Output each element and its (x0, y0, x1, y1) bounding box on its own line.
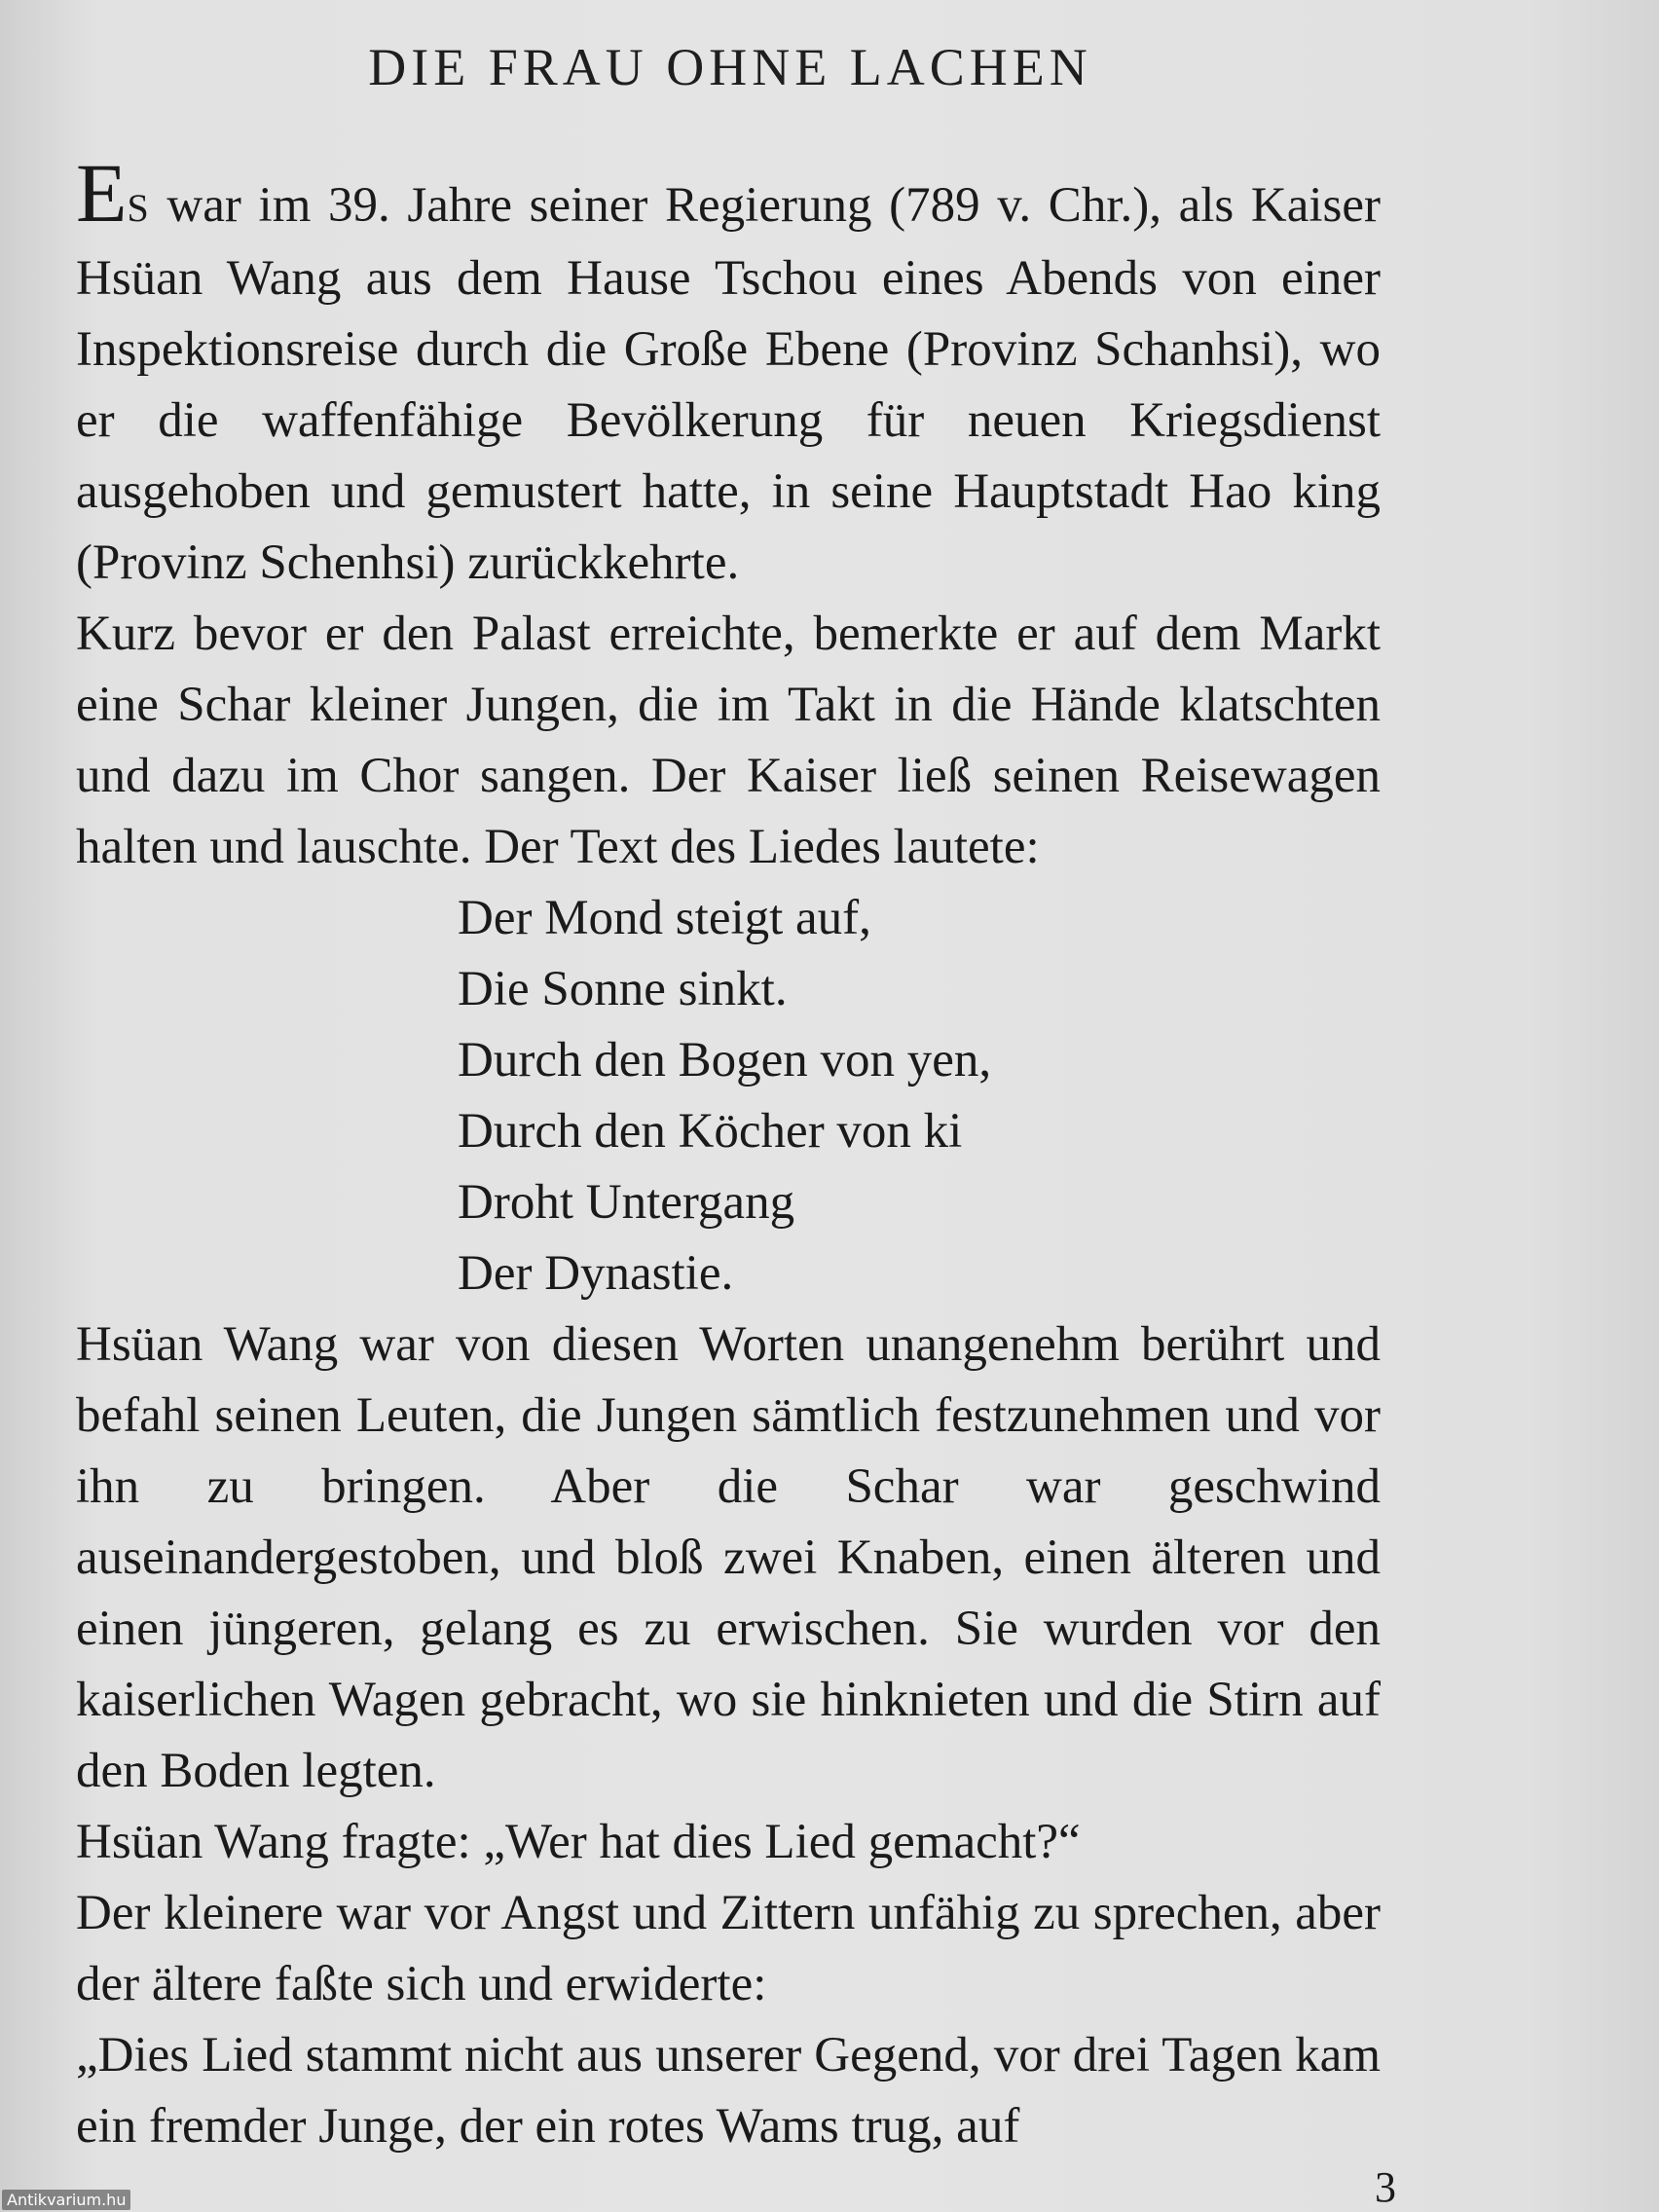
chapter-title: DIE FRAU OHNE LACHEN (368, 38, 1092, 96)
verse-line: Die Sonne sinkt. (458, 962, 788, 1016)
paragraph-5: Der kleinere war vor Angst und Zittern unfähig zu sprechen, aber der ältere faßte sich und erwiderte: (76, 1886, 1381, 2011)
song-verse (76, 883, 1381, 1309)
verse-line: Droht Untergang (458, 1175, 795, 1230)
body-text (76, 146, 1381, 2162)
paragraph-4: Hsüan Wang fragte: „Wer hat dies Lied gemacht?“ (76, 1815, 1081, 1869)
paragraph-3: Hsüan Wang war von diesen Worten unangenehm berührt und befahl seinen Leuten, die Jungen sämtlich festzunehmen und vor ihn zu bringen. Aber die Schar war geschwind auseinandergestoben, und bloß zwei Knaben, einen älteren und einen jüngeren, gelang es zu erwischen. Sie wurden vor den kaiserlichen Wagen gebracht, wo sie hinknieten und die Stirn auf den Boden legten. (76, 1317, 1381, 1798)
paragraph-6: „Dies Lied stammt nicht aus unserer Gegend, vor drei Tagen kam ein fremder Junge, der ein rotes Wams trug, auf (76, 2028, 1381, 2154)
paragraph-1 (76, 146, 1381, 599)
page-number: 3 (1375, 2163, 1396, 2211)
verse-line: Der Mond steigt auf, (458, 891, 871, 945)
verse-line: Der Dynastie. (458, 1246, 734, 1301)
watermark: Antikvarium.hu (2, 2190, 130, 2210)
small-caps: S (127, 186, 150, 230)
verse-line: Durch den Köcher von ki (458, 1104, 963, 1159)
paragraph-2: Kurz bevor er den Palast erreichte, bemerkte er auf dem Markt eine Schar kleiner Jungen, die im Takt in die Hände klatschten und dazu im Chor sangen. Der Kaiser ließ seinen Reisewagen halten und lauschte. Der Text des Liedes lautete: (76, 607, 1381, 874)
verse-line: Durch den Bogen von yen, (458, 1033, 992, 1088)
paragraph-1-text: war im 39. Jahre seiner Regierung (789 v. Chr.), als Kaiser Hsüan Wang aus dem Hause Tschou eines Abends von einer Inspektionsreise durch die Große Ebene (Provinz Schanhsi), wo er die waffenfähige Bevölkerung für neuen Kriegsdienst ausgehoben und gemustert hatte, in seine Hauptstadt Hao king (Provinz Schenhsi) zurückkehrte. (76, 178, 1381, 590)
drop-cap: E (76, 146, 128, 240)
